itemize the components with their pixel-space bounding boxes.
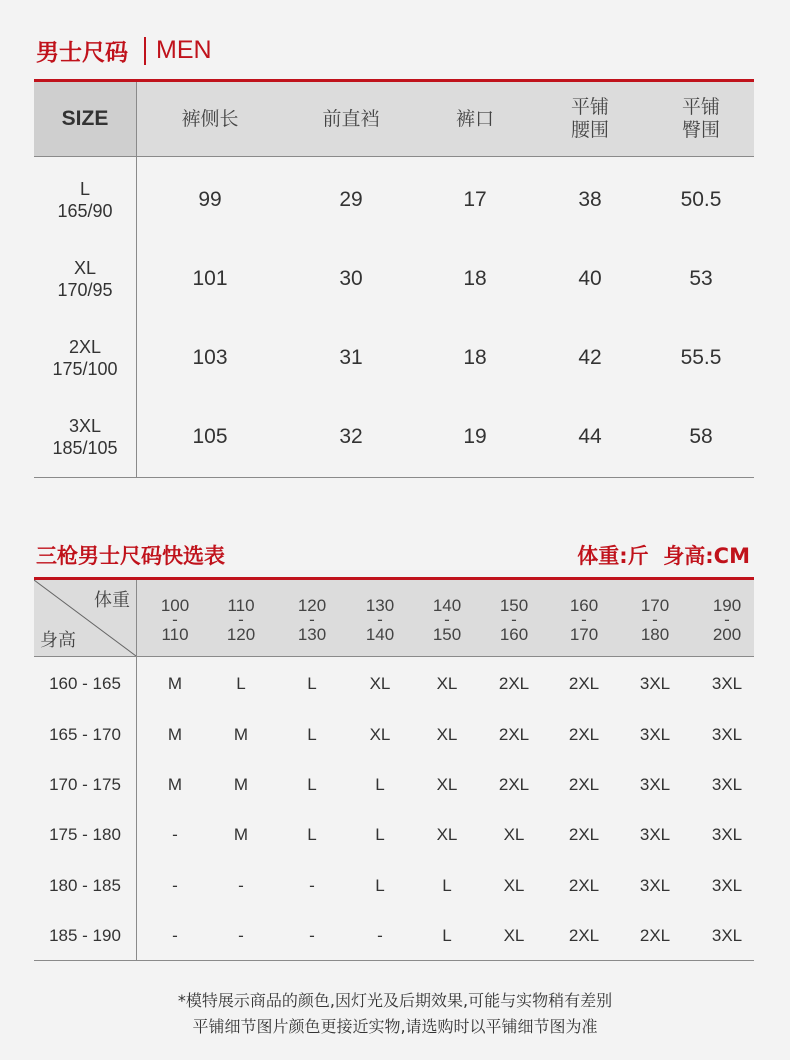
size-cell-value: - <box>238 926 244 945</box>
table1-bottom-line <box>34 477 754 478</box>
size-cell-value: XL <box>369 674 391 693</box>
size-cell-value: L <box>307 725 317 744</box>
height-row-label: 165 - 170 <box>49 725 121 744</box>
size-cell-value: 3XL <box>639 674 671 693</box>
size-cell-value: XL <box>503 876 525 895</box>
weight-header: 110 - 120 <box>226 596 256 644</box>
size-cell-value: 2XL <box>568 825 600 844</box>
col-header-2: 前直裆 <box>322 107 380 130</box>
size-cell-value: 3XL <box>639 876 671 895</box>
size-cell-value: XL <box>436 725 458 744</box>
weight-header: 100 - 110 <box>160 596 190 644</box>
size-cell-value: L <box>375 775 385 794</box>
table-cell: 105 <box>192 424 228 448</box>
corner-height-label: 身高 <box>40 630 76 651</box>
size-cell-value: L <box>307 775 317 794</box>
weight-header: 150 - 160 <box>499 596 529 644</box>
size-row-label: 2XL 175/100 <box>52 336 118 379</box>
size-cell-value: M <box>167 775 183 794</box>
size-row-label: XL 170/95 <box>57 257 113 300</box>
size-cell-value: L <box>375 825 385 844</box>
size-cell-value: 3XL <box>639 725 671 744</box>
size-cell-value: M <box>167 674 183 693</box>
table2-header-line <box>34 656 754 657</box>
size-cell-value: 2XL <box>568 725 600 744</box>
height-row-label: 170 - 175 <box>49 775 121 794</box>
size-cell-value: L <box>442 876 452 895</box>
size-cell-value: 3XL <box>711 725 743 744</box>
footnote <box>0 988 790 1040</box>
height-row-label: 175 - 180 <box>49 825 121 844</box>
footnote-line-2: 平铺细节图片颜色更接近实物,请选购时以平铺细节图为准 <box>192 1017 598 1036</box>
table-cell: 29 <box>339 187 363 211</box>
size-row-label: 3XL 185/105 <box>52 415 118 458</box>
height-row-label: 160 - 165 <box>49 674 121 693</box>
size-cell-value: L <box>442 926 452 945</box>
section-title-men <box>36 34 212 67</box>
weight-header: 120 - 130 <box>297 596 327 644</box>
title-separator <box>144 37 146 65</box>
size-cell-value: - <box>172 926 178 945</box>
size-row-label: L 165/90 <box>57 178 113 221</box>
col-header-1: 裤侧长 <box>181 107 239 130</box>
size-cell-value: 3XL <box>639 825 671 844</box>
table-cell: 38 <box>578 187 602 211</box>
size-cell-value: M <box>233 825 249 844</box>
table-cell: 103 <box>192 345 228 369</box>
height-row-label: 180 - 185 <box>49 876 121 895</box>
table-cell: 50.5 <box>680 187 722 211</box>
size-cell-value: 3XL <box>711 674 743 693</box>
size-cell-value: - <box>172 876 178 895</box>
size-cell-value: M <box>233 725 249 744</box>
size-cell-value: 2XL <box>498 674 530 693</box>
table-cell: 19 <box>463 424 487 448</box>
weight-header: 190 - 200 <box>712 596 742 644</box>
table-cell: 55.5 <box>680 345 722 369</box>
size-cell-value: 2XL <box>568 674 600 693</box>
size-cell-value: M <box>233 775 249 794</box>
table1-header-line <box>34 156 754 157</box>
size-cell-value: XL <box>436 825 458 844</box>
title-cn: 男士尺码 <box>36 40 128 66</box>
table-cell: 40 <box>578 266 602 290</box>
size-cell-value: 2XL <box>568 876 600 895</box>
col-header-3: 裤口 <box>455 107 494 130</box>
table-cell: 99 <box>198 187 222 211</box>
table-cell: 101 <box>192 266 228 290</box>
size-cell-value: L <box>307 825 317 844</box>
footnote-line-1: *模特展示商品的颜色,因灯光及后期效果,可能与实物稍有差别 <box>177 991 613 1010</box>
size-cell-value: 2XL <box>498 725 530 744</box>
size-cell-value: 3XL <box>711 926 743 945</box>
quick-select-units: 体重:斤 身高:CM <box>577 544 750 568</box>
size-cell-value: XL <box>503 825 525 844</box>
size-header: SIZE <box>61 107 109 130</box>
size-cell-value: 2XL <box>568 926 600 945</box>
table-cell: 18 <box>463 266 487 290</box>
size-cell-value: 3XL <box>711 876 743 895</box>
size-cell-value: - <box>238 876 244 895</box>
size-cell-value: M <box>167 725 183 744</box>
corner-weight-label: 体重 <box>94 590 130 611</box>
table-cell: 44 <box>578 424 602 448</box>
table-cell: 53 <box>689 266 713 290</box>
size-cell-value: XL <box>369 725 391 744</box>
table-cell: 42 <box>578 345 602 369</box>
size-cell-value: XL <box>436 775 458 794</box>
size-cell-value: 3XL <box>711 775 743 794</box>
col-header-4: 平铺 腰围 <box>570 96 609 141</box>
size-cell-value: - <box>172 825 178 844</box>
size-cell-value: L <box>307 674 317 693</box>
height-row-label: 185 - 190 <box>49 926 121 945</box>
size-cell-value: - <box>377 926 383 945</box>
table-cell: 58 <box>689 424 713 448</box>
weight-header: 160 - 170 <box>569 596 599 644</box>
weight-header: 130 - 140 <box>365 596 395 644</box>
size-cell-value: L <box>236 674 246 693</box>
size-cell-value: 2XL <box>639 926 671 945</box>
size-cell-value: 2XL <box>498 775 530 794</box>
table-cell: 17 <box>463 187 487 211</box>
quick-select-title: 三枪男士尺码快选表 <box>36 544 225 568</box>
table-cell: 31 <box>339 345 363 369</box>
table-cell: 32 <box>339 424 363 448</box>
size-cell-value: XL <box>503 926 525 945</box>
weight-header: 140 - 150 <box>432 596 462 644</box>
size-cell-value: XL <box>436 674 458 693</box>
size-cell-value: 3XL <box>711 825 743 844</box>
size-cell-value: 2XL <box>568 775 600 794</box>
size-cell-value: 3XL <box>639 775 671 794</box>
size-cell-value: L <box>375 876 385 895</box>
title-en: MEN <box>156 36 212 64</box>
table-cell: 18 <box>463 345 487 369</box>
size-cell-value: - <box>309 926 315 945</box>
size-cell-value: - <box>309 876 315 895</box>
col-header-5: 平铺 臀围 <box>681 96 720 141</box>
weight-header: 170 - 180 <box>640 596 670 644</box>
table-cell: 30 <box>339 266 363 290</box>
